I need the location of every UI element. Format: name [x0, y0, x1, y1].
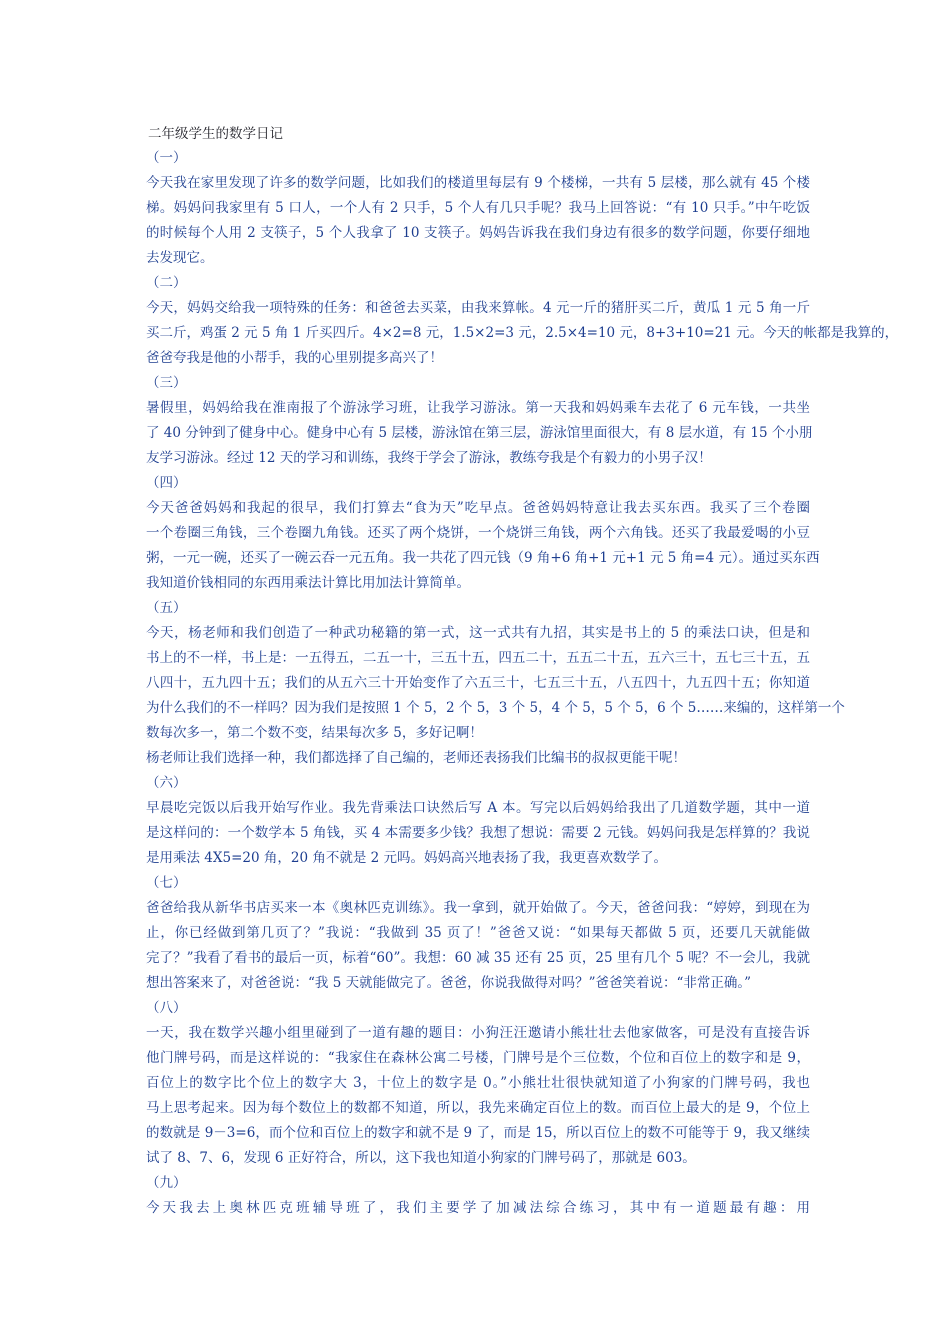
paragraph-line: 完了？”我看了看书的最后一页，标着“60”。我想：60 减 35 还有 25 页，25 里有几个 5 呢？不一会儿，我就	[146, 950, 810, 966]
paragraph-line: 是这样问的：一个数学本 5 角钱，买 4 本需要多少钱？我想了想说：需要 2 元钱。妈妈问我是怎样算的？我说	[146, 825, 810, 841]
paragraph-line: 止，你已经做到第几页了？”我说：“我做到 35 页了！”爸爸又说：“如果每天都做 5 页，还要几天就能做	[146, 925, 810, 941]
entry-paragraph	[146, 1021, 810, 1171]
paragraph-line: 早晨吃完饭以后我开始写作业。我先背乘法口诀然后写 A 本。写完以后妈妈给我出了几道数学题，其中一道	[146, 800, 810, 816]
paragraph-line: 今天我去上奥林匹克班辅导班了，我们主要学了加减法综合练习，其中有一道题最有趣：用	[146, 1200, 810, 1216]
paragraph-line: 想出答案来了，对爸爸说：“我 5 天就能做完了。爸爸，你说我做得对吗？”爸爸笑着说：“非常正确。”	[146, 975, 752, 991]
paragraph-line: 友学习游泳。经过 12 天的学习和训练，我终于学会了游泳，教练夸我是个有毅力的小男子汉！	[146, 450, 712, 466]
entry-heading: （八）	[146, 1000, 187, 1016]
paragraph-line: 马上思考起来。因为每个数位上的数都不知道，所以，我先来确定百位上的数。而百位上最大的是 9，个位上	[146, 1100, 810, 1116]
entry-heading: （七）	[146, 875, 187, 891]
entry-heading: （九）	[146, 1175, 187, 1191]
entry-heading: （四）	[146, 475, 187, 491]
entry-paragraph	[146, 1196, 810, 1221]
paragraph-line: 百位上的数字比个位上的数字大 3，十位上的数字是 0。”小熊壮壮很快就知道了小狗家的门牌号码，我也	[146, 1075, 810, 1091]
entry-paragraph	[146, 796, 810, 871]
paragraph-line: 今天爸爸妈妈和我起的很早，我们打算去“食为天”吃早点。爸爸妈妈特意让我去买东西。我买了三个卷圈	[146, 500, 810, 516]
paragraph-line: 为什么我们的不一样吗？因为我们是按照 1 个 5，2 个 5，3 个 5，4 个 5，5 个 5，6 个 5……来编的，这样第一个	[146, 700, 845, 716]
paragraph-line: 八四十，五九四十五；我们的从五六三十开始变作了六五三十，七五三十五，八五四十，九五四十五；你知道	[146, 675, 810, 691]
entry-heading: （二）	[146, 275, 187, 291]
paragraph-line: 试了 8、7、6，发现 6 正好符合，所以，这下我也知道小狗家的门牌号码了，那就是 603。	[146, 1150, 696, 1166]
paragraph-line: 今天我在家里发现了许多的数学问题，比如我们的楼道里每层有 9 个楼梯，一共有 5 层楼，那么就有 45 个楼	[146, 175, 810, 191]
entry-paragraph	[146, 396, 813, 471]
paragraph-line: 爸爸给我从新华书店买来一本《奥林匹克训练》。我一拿到，就开始做了。今天，爸爸问我：“婷婷，到现在为	[146, 900, 810, 916]
paragraph-line: 我知道价钱相同的东西用乘法计算比用加法计算简单。	[146, 575, 470, 591]
paragraph-line: 了 40 分钟到了健身中心。健身中心有 5 层楼，游泳馆在第三层，游泳馆里面很大，有 8 层水道，有 15 个小朋	[146, 425, 813, 441]
paragraph-line: 的时候每个人用 2 支筷子，5 个人我拿了 10 支筷子。妈妈告诉我在我们身边有很多的数学问题，你要仔细地	[146, 225, 810, 241]
entry-paragraph	[146, 296, 899, 371]
paragraph-line: 数每次多一，第二个数不变，结果每次多 5，多好记啊！	[146, 725, 483, 741]
entry-heading: （五）	[146, 600, 187, 616]
paragraph-line: 的数就是 9－3=6，而个位和百位上的数字和就不是 9 了，而是 15，所以百位上的数不可能等于 9，我又继续	[146, 1125, 810, 1141]
document-body	[146, 123, 899, 1221]
paragraph-line: 暑假里，妈妈给我在淮南报了个游泳学习班，让我学习游泳。第一天我和妈妈乘车去花了 6 元车钱，一共坐	[146, 400, 810, 416]
paragraph-line: 买二斤，鸡蛋 2 元 5 角 1 斤买四斤。4×2=8 元，1.5×2=3 元，2.5×4=10 元，8+3+10=21 元。今天的帐都是我算的，	[146, 325, 899, 341]
paragraph-line: 一个卷圈三角钱，三个卷圈九角钱。还买了两个烧饼，一个烧饼三角钱，两个六角钱。还买了我最爱喝的小豆	[146, 525, 810, 541]
paragraph-line: 梯。妈妈问我家里有 5 口人，一个人有 2 只手，5 个人有几只手呢？我马上回答说：“有 10 只手。”中午吃饭	[146, 200, 810, 216]
paragraph-line: 是用乘法 4X5=20 角，20 角不就是 2 元吗。妈妈高兴地表扬了我，我更喜欢数学了。	[146, 850, 668, 866]
entry-paragraph	[146, 171, 810, 271]
paragraph-line: 书上的不一样，书上是：一五得五，二五一十，三五十五，四五二十，五五二十五，五六三十，五七三十五，五	[146, 650, 810, 666]
entry-heading: （一）	[146, 150, 187, 166]
entry-heading: （六）	[146, 775, 187, 791]
paragraph-line: 一天，我在数学兴趣小组里碰到了一道有趣的题目：小狗汪汪邀请小熊壮壮去他家做客，可是没有直接告诉	[146, 1025, 810, 1041]
paragraph-line: 他门牌号码，而是这样说的：“我家住在森林公寓二号楼，门牌号是个三位数，个位和百位上的数字和是 9，	[146, 1050, 810, 1066]
entry-paragraph	[146, 496, 820, 596]
entry-paragraph	[146, 896, 810, 996]
paragraph-line: 杨老师让我们选择一种，我们都选择了自己编的，老师还表扬我们比编书的叔叔更能干呢！	[146, 750, 686, 766]
paragraph-line: 粥，一元一碗，还买了一碗云吞一元五角。我一共花了四元钱（9 角+6 角+1 元+1 元 5 角=4 元）。通过买东西	[146, 550, 820, 566]
paragraph-line: 今天，杨老师和我们创造了一种武功秘籍的第一式，这一式共有九招，其实是书上的 5 的乘法口诀，但是和	[146, 625, 810, 641]
document-title: 二年级学生的数学日记	[148, 126, 283, 142]
paragraph-line: 今天，妈妈交给我一项特殊的任务：和爸爸去买菜，由我来算帐。4 元一斤的猪肝买二斤，黄瓜 1 元 5 角一斤	[146, 300, 810, 316]
paragraph-line: 去发现它。	[146, 250, 214, 266]
entry-paragraph	[146, 621, 845, 771]
paragraph-line: 爸爸夸我是他的小帮手，我的心里别提多高兴了！	[146, 350, 443, 366]
entry-heading: （三）	[146, 375, 187, 391]
